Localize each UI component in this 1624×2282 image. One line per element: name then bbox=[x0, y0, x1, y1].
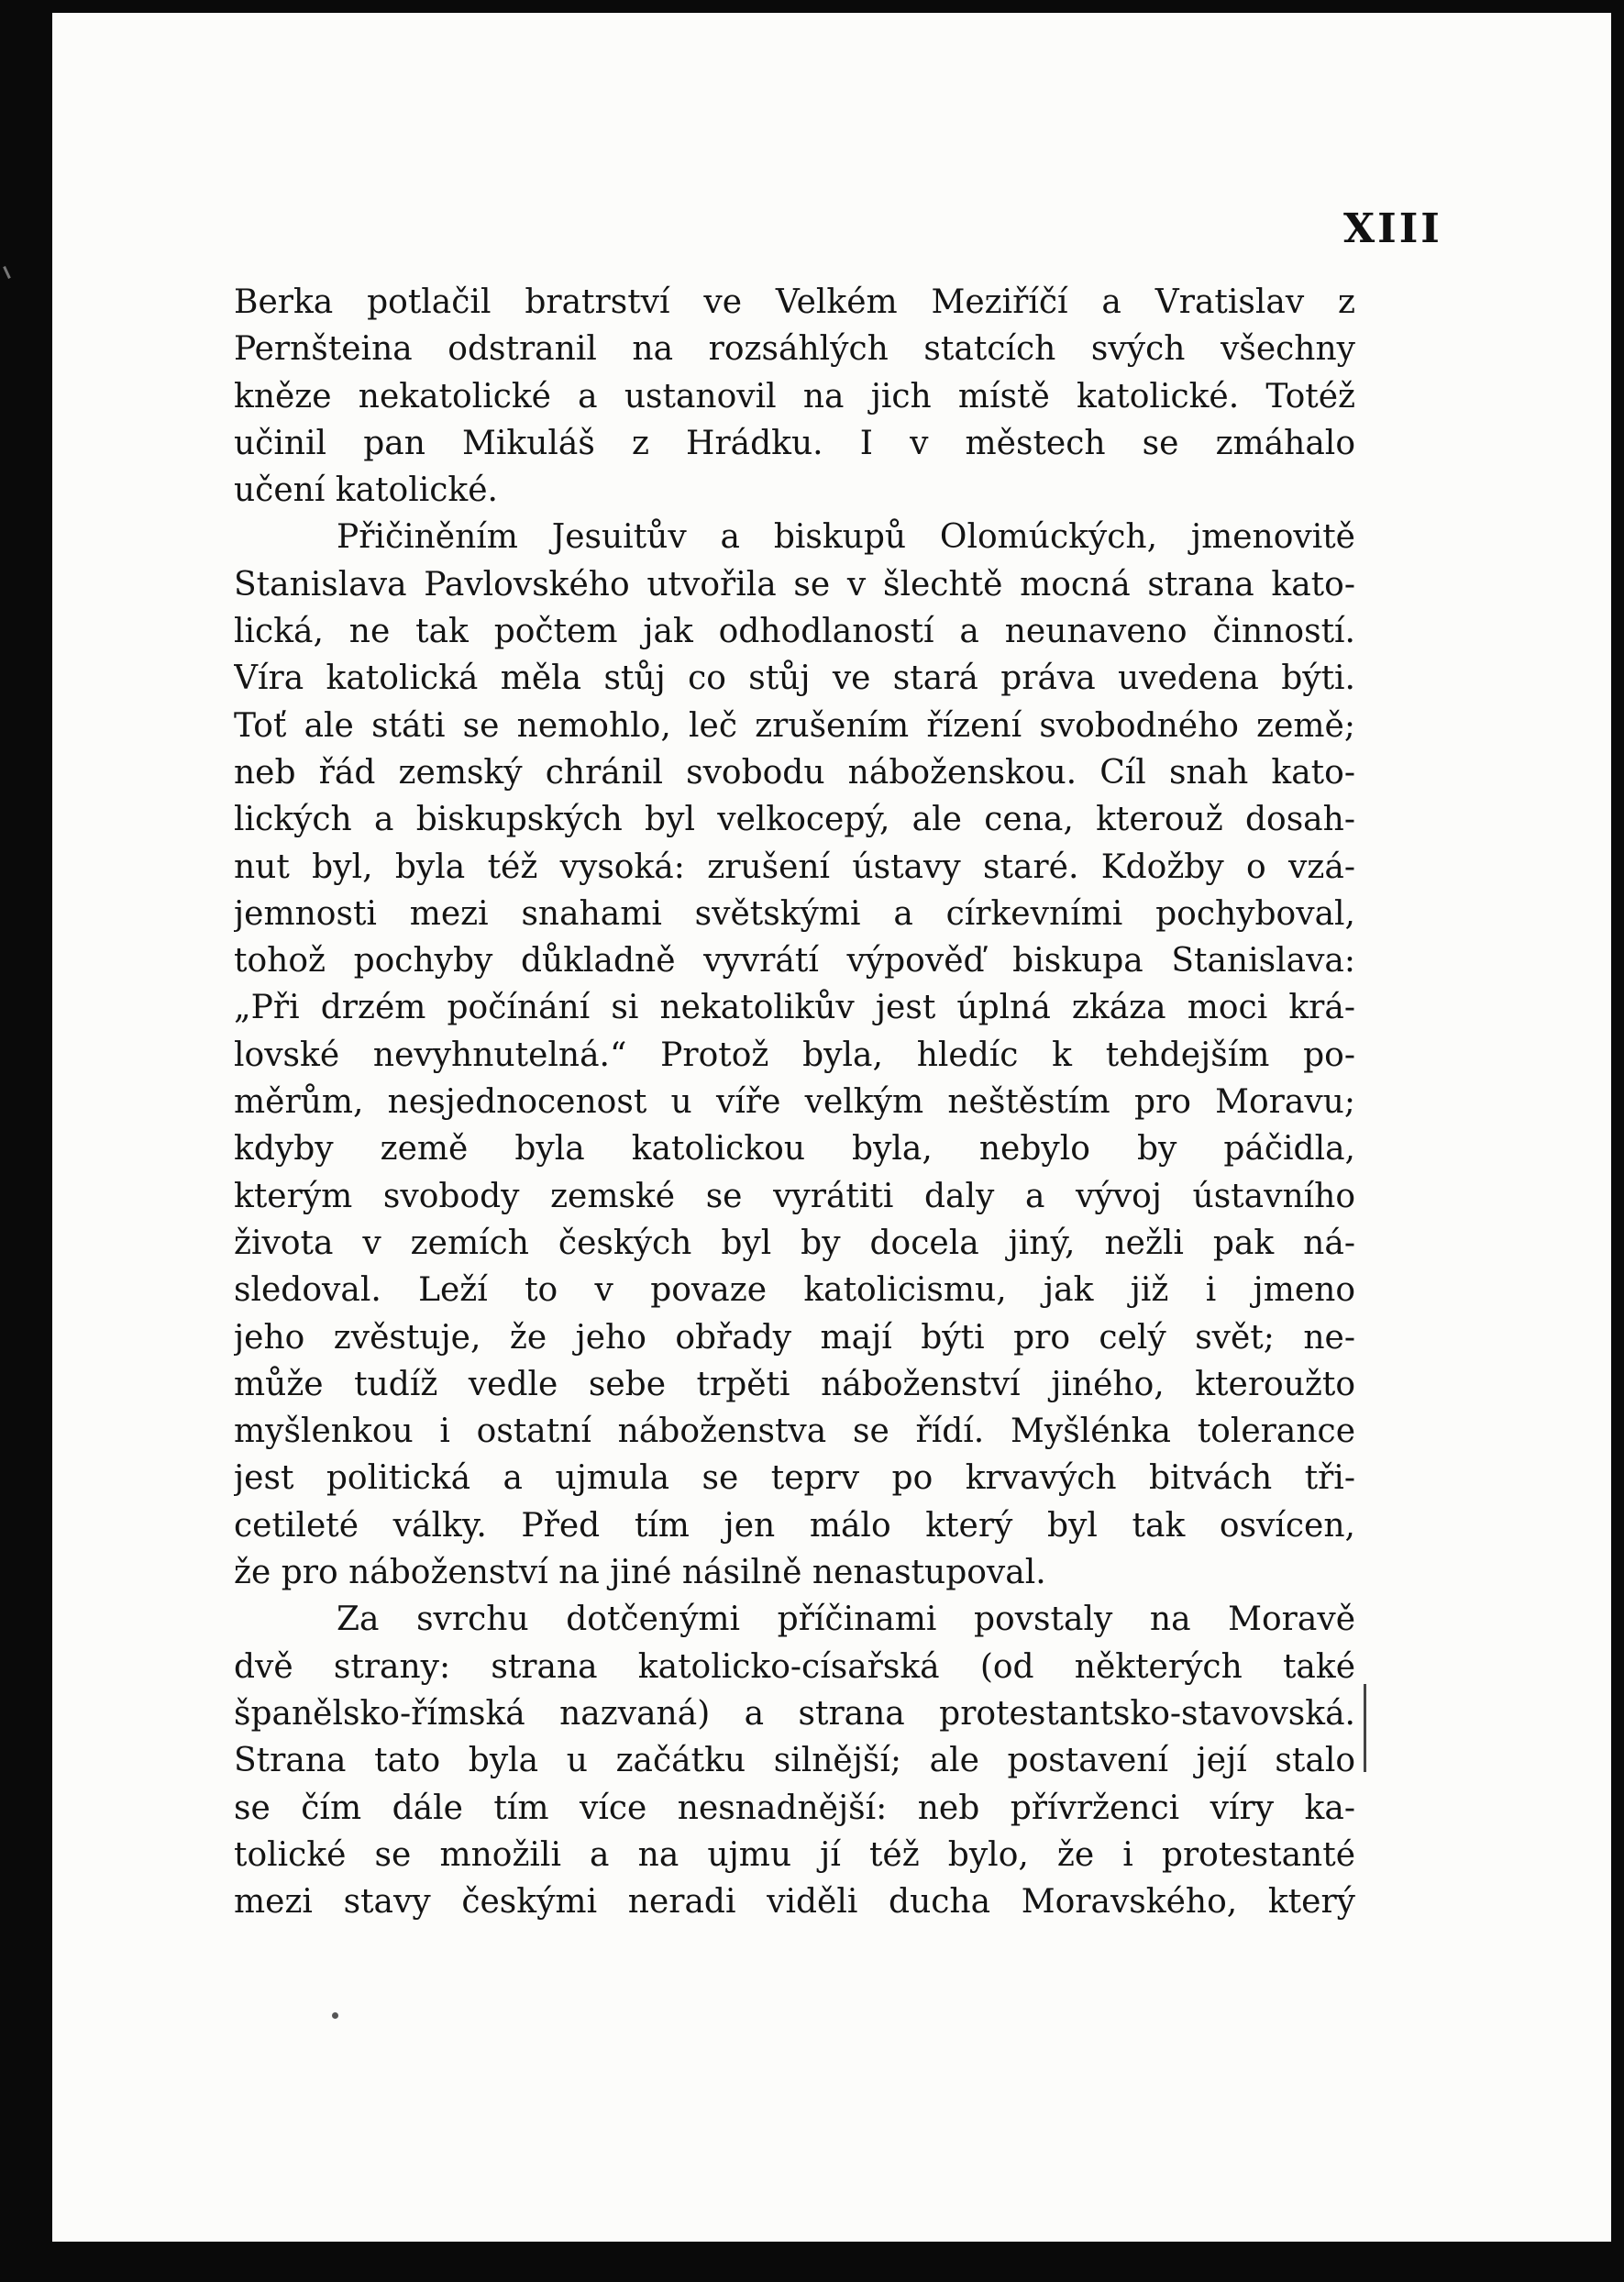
text-line: Víra katolická měla stůj co stůj ve stará práva uvedena býti. bbox=[234, 659, 1355, 698]
text-line: kněze nekatolické a ustanovil na jich místě katolické. Totéž bbox=[234, 377, 1355, 415]
text-line: může tudíž vedle sebe trpěti náboženství jiného, kteroužto bbox=[234, 1365, 1355, 1403]
text-line: Stanislava Pavlovského utvořila se v šlechtě mocná strana kato- bbox=[234, 565, 1355, 604]
text-line: neb řád zemský chránil svobodu náboženskou. Cíl snah kato- bbox=[234, 753, 1355, 792]
text-line: sledoval. Leží to v povaze katolicismu, jak již i jmeno bbox=[234, 1271, 1355, 1310]
text-line: tohož pochyby důkladně vyvrátí výpověď biskupa Stanislava: bbox=[234, 942, 1355, 980]
text-line: dvě strany: strana katolicko-císařská (od některých také bbox=[234, 1647, 1355, 1686]
text-line: Berka potlačil bratrství ve Velkém Meziříčí a Vratislav z bbox=[234, 283, 1355, 321]
text-line: cetileté války. Před tím jen málo který byl tak osvícen, bbox=[234, 1506, 1355, 1545]
body-text bbox=[234, 279, 1355, 1925]
text-line: španělsko-římská nazvaná) a strana protestantsko-stavovská. bbox=[234, 1694, 1355, 1733]
text-line: mezi stavy českými neradi viděli ducha Moravského, který bbox=[234, 1883, 1355, 1922]
text-line: života v zemích českých byl by docela jiný, nežli pak ná- bbox=[234, 1224, 1355, 1262]
text-line: kdyby země byla katolickou byla, nebylo by páčidla, bbox=[234, 1130, 1355, 1169]
page-number: XIII bbox=[1343, 205, 1442, 252]
text-line: lická, ne tak počtem jak odhodlaností a neunaveno činností. bbox=[234, 613, 1355, 651]
edge-mark bbox=[3, 266, 11, 279]
text-line: nut byl, byla též vysoká: zrušení ústavy staré. Kdožby o vzá- bbox=[234, 847, 1355, 886]
text-line: kterým svobody zemské se vyrátiti daly a vývoj ústavního bbox=[234, 1177, 1355, 1215]
margin-mark bbox=[1364, 1684, 1366, 1772]
text-line: tolické se množili a na ujmu jí též bylo, že i protestanté bbox=[234, 1835, 1355, 1874]
text-line: lovské nevyhnutelná.“ Protož byla, hledíc k tehdejším po- bbox=[234, 1036, 1355, 1074]
ink-speck bbox=[332, 2012, 338, 2019]
text-line: Pernšteina odstranil na rozsáhlých statcích svých všechny bbox=[234, 330, 1355, 369]
text-line: že pro náboženství na jiné násilně nenastupoval. bbox=[234, 1554, 1046, 1592]
text-line: učinil pan Mikuláš z Hrádku. I v městech se zmáhalo bbox=[234, 424, 1355, 462]
text-line: se čím dále tím více nesnadnější: neb přívrženci víry ka- bbox=[234, 1789, 1355, 1827]
text-line: Strana tato byla u začátku silnější; ale postavení její stalo bbox=[234, 1742, 1355, 1780]
text-line: měrům, nesjednocenost u víře velkým neštěstím pro Moravu; bbox=[234, 1083, 1355, 1122]
text-line: „Při drzém počínání si nekatolikův jest úplná zkáza moci krá- bbox=[234, 989, 1355, 1027]
text-line: Za svrchu dotčenými příčinami povstaly na Moravě bbox=[337, 1601, 1355, 1639]
text-line: lických a biskupských byl velkocepý, ale cena, kterouž dosah- bbox=[234, 801, 1355, 839]
text-line: Přičiněním Jesuitův a biskupů Olomúckých, jmenovitě bbox=[337, 518, 1355, 557]
book-page bbox=[52, 13, 1611, 2242]
text-line: učení katolické. bbox=[234, 471, 498, 510]
text-line: myšlenkou i ostatní náboženstva se řídí. Myšlénka tolerance bbox=[234, 1412, 1355, 1451]
text-line: jeho zvěstuje, že jeho obřady mají býti pro celý svět; ne- bbox=[234, 1318, 1355, 1357]
text-line: jest politická a ujmula se teprv po krvavých bitvách tři- bbox=[234, 1459, 1355, 1498]
text-line: Toť ale státi se nemohlo, leč zrušením řízení svobodného země; bbox=[234, 706, 1355, 745]
text-line: jemnosti mezi snahami světskými a církevními pochyboval, bbox=[234, 894, 1355, 933]
